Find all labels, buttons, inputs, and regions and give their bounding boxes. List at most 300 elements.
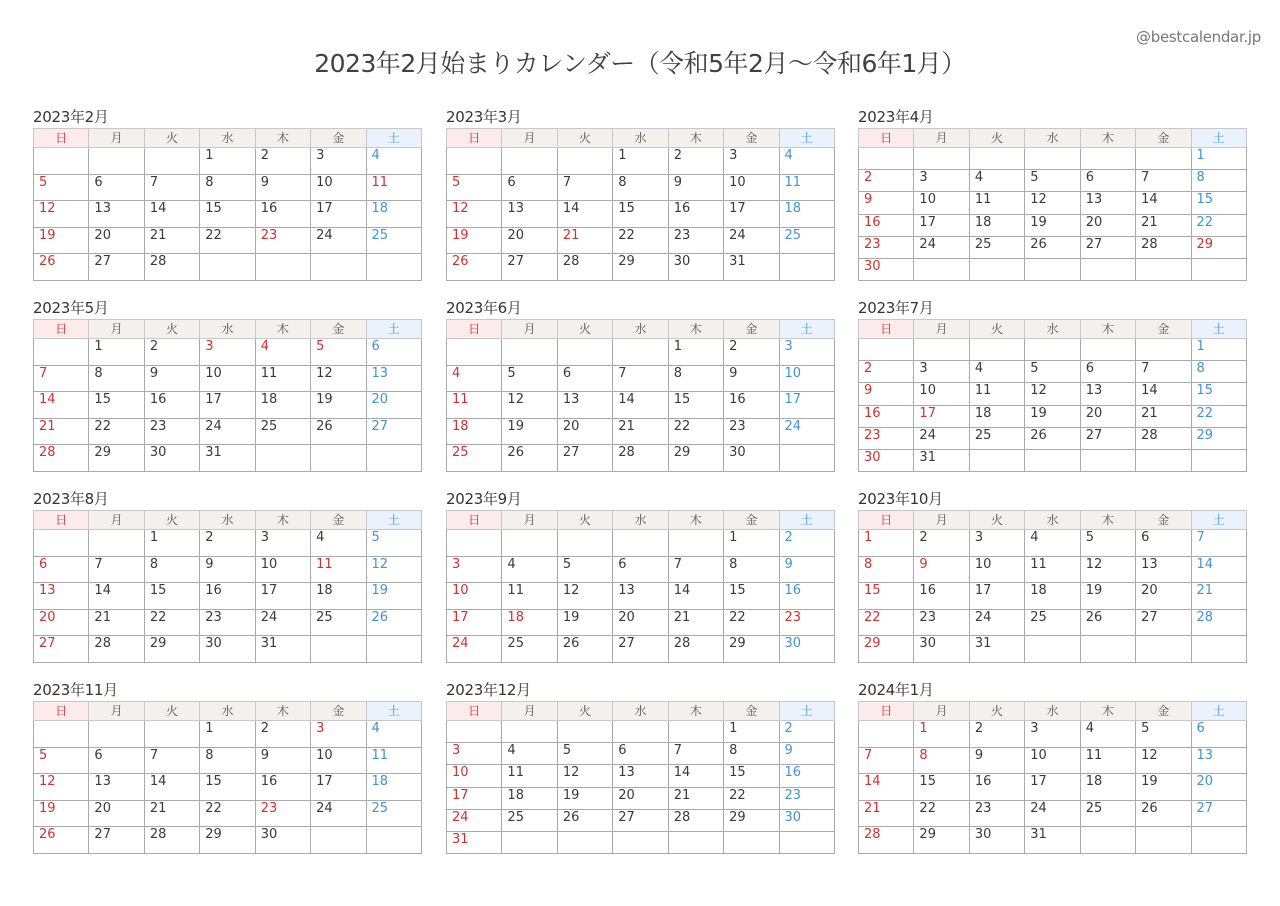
- day-cell: 7: [1191, 530, 1246, 557]
- empty-cell: [969, 148, 1024, 170]
- day-cell: 2: [144, 339, 199, 366]
- month-calendar: [33, 489, 422, 663]
- month-calendar: [446, 107, 835, 281]
- day-cell: 19: [1025, 405, 1080, 427]
- weekday-header: 水: [200, 129, 255, 148]
- day-cell: 16: [779, 765, 834, 787]
- day-cell: 24: [1025, 800, 1080, 827]
- day-cell: 1: [724, 530, 779, 557]
- week-row: [447, 174, 835, 201]
- day-cell: 18: [1025, 583, 1080, 610]
- page-title: 2023年2月始まりカレンダー（令和5年2月～令和6年1月）: [314, 49, 966, 78]
- day-cell: 13: [1080, 383, 1135, 405]
- day-cell: 17: [1025, 774, 1080, 801]
- day-cell: 1: [1191, 339, 1246, 361]
- empty-cell: [89, 148, 144, 175]
- day-cell: 12: [557, 765, 612, 787]
- day-cell: 22: [859, 609, 914, 636]
- week-row: [447, 556, 835, 583]
- day-cell: 23: [255, 227, 310, 254]
- day-cell: 28: [557, 254, 612, 281]
- day-cell: 23: [859, 236, 914, 258]
- day-cell: 3: [447, 556, 502, 583]
- day-cell: 16: [859, 405, 914, 427]
- day-cell: 7: [613, 365, 668, 392]
- day-cell: 14: [89, 583, 144, 610]
- month-table: [446, 128, 835, 281]
- day-cell: 12: [1136, 747, 1191, 774]
- weekday-header: 月: [502, 129, 557, 148]
- day-cell: 8: [200, 747, 255, 774]
- month-table: [858, 701, 1247, 854]
- week-row: [447, 227, 835, 254]
- weekday-header: 金: [311, 129, 366, 148]
- weekday-header: 月: [502, 511, 557, 530]
- day-cell: 14: [34, 392, 89, 419]
- week-row: [34, 201, 422, 228]
- weekday-header: 木: [1080, 511, 1135, 530]
- weekday-header: 日: [447, 511, 502, 530]
- day-cell: 5: [1080, 530, 1135, 557]
- day-cell: 26: [1080, 609, 1135, 636]
- day-cell: 27: [502, 254, 557, 281]
- week-row: [34, 339, 422, 366]
- empty-cell: [144, 721, 199, 748]
- weekday-header: 日: [34, 129, 89, 148]
- week-row: [34, 392, 422, 419]
- day-cell: 19: [366, 583, 421, 610]
- day-cell: 28: [859, 827, 914, 854]
- month-table: [33, 128, 422, 281]
- day-cell: 27: [34, 636, 89, 663]
- weekday-header: 金: [724, 702, 779, 721]
- empty-cell: [1191, 636, 1246, 663]
- day-cell: 9: [724, 365, 779, 392]
- empty-cell: [859, 148, 914, 170]
- weekday-header-row: [34, 320, 422, 339]
- day-cell: 26: [1025, 427, 1080, 449]
- empty-cell: [1191, 449, 1246, 471]
- empty-cell: [34, 339, 89, 366]
- day-cell: 30: [779, 636, 834, 663]
- day-cell: 16: [914, 583, 969, 610]
- weekday-header: 日: [859, 702, 914, 721]
- month-calendar: [858, 489, 1247, 663]
- day-cell: 26: [447, 254, 502, 281]
- day-cell: 9: [779, 556, 834, 583]
- empty-cell: [200, 254, 255, 281]
- weekday-header: 火: [969, 511, 1024, 530]
- day-cell: 18: [502, 609, 557, 636]
- day-cell: 27: [89, 827, 144, 854]
- empty-cell: [557, 148, 612, 175]
- week-row: [859, 583, 1247, 610]
- day-cell: 6: [613, 743, 668, 765]
- day-cell: 2: [668, 148, 723, 175]
- day-cell: 12: [557, 583, 612, 610]
- day-cell: 16: [724, 392, 779, 419]
- day-cell: 25: [1080, 800, 1135, 827]
- day-cell: 12: [311, 365, 366, 392]
- day-cell: 10: [724, 174, 779, 201]
- day-cell: 11: [366, 747, 421, 774]
- day-cell: 2: [255, 721, 310, 748]
- day-cell: 8: [914, 747, 969, 774]
- day-cell: 24: [724, 227, 779, 254]
- day-cell: 24: [447, 636, 502, 663]
- weekday-header: 日: [34, 320, 89, 339]
- week-row: [447, 418, 835, 445]
- day-cell: 17: [255, 583, 310, 610]
- empty-cell: [914, 258, 969, 280]
- day-cell: 22: [200, 227, 255, 254]
- day-cell: 25: [502, 636, 557, 663]
- day-cell: 29: [724, 636, 779, 663]
- weekday-header-row: [34, 129, 422, 148]
- day-cell: 11: [502, 765, 557, 787]
- weekday-header: 水: [613, 511, 668, 530]
- weekday-header-row: [34, 511, 422, 530]
- day-cell: 12: [34, 201, 89, 228]
- day-cell: 27: [1080, 236, 1135, 258]
- weekday-header: 金: [1136, 320, 1191, 339]
- month-table: [858, 319, 1247, 472]
- week-row: [859, 800, 1247, 827]
- weekday-header: 日: [447, 129, 502, 148]
- empty-cell: [502, 831, 557, 853]
- day-cell: 10: [200, 365, 255, 392]
- day-cell: 4: [1025, 530, 1080, 557]
- day-cell: 6: [613, 556, 668, 583]
- day-cell: 14: [859, 774, 914, 801]
- week-row: [447, 743, 835, 765]
- empty-cell: [668, 721, 723, 743]
- day-cell: 20: [1191, 774, 1246, 801]
- empty-cell: [1025, 636, 1080, 663]
- day-cell: 22: [613, 227, 668, 254]
- day-cell: 11: [1025, 556, 1080, 583]
- day-cell: 24: [311, 800, 366, 827]
- day-cell: 28: [668, 809, 723, 831]
- week-row: [859, 383, 1247, 405]
- day-cell: 1: [1191, 148, 1246, 170]
- day-cell: 14: [613, 392, 668, 419]
- weekday-header: 土: [366, 511, 421, 530]
- empty-cell: [969, 449, 1024, 471]
- day-cell: 2: [969, 721, 1024, 748]
- day-cell: 20: [89, 800, 144, 827]
- week-row: [34, 556, 422, 583]
- day-cell: 4: [366, 148, 421, 175]
- empty-cell: [1136, 258, 1191, 280]
- empty-cell: [779, 445, 834, 472]
- day-cell: 26: [366, 609, 421, 636]
- weekday-header: 月: [502, 702, 557, 721]
- day-cell: 12: [1025, 192, 1080, 214]
- empty-cell: [366, 445, 421, 472]
- day-cell: 3: [447, 743, 502, 765]
- week-row: [859, 361, 1247, 383]
- week-row: [34, 445, 422, 472]
- day-cell: 8: [859, 556, 914, 583]
- week-row: [859, 530, 1247, 557]
- day-cell: 15: [144, 583, 199, 610]
- day-cell: 25: [969, 236, 1024, 258]
- month-table: [858, 510, 1247, 663]
- day-cell: 7: [668, 556, 723, 583]
- day-cell: 26: [557, 809, 612, 831]
- day-cell: 9: [200, 556, 255, 583]
- day-cell: 11: [969, 383, 1024, 405]
- day-cell: 7: [34, 365, 89, 392]
- day-cell: 29: [859, 636, 914, 663]
- day-cell: 25: [366, 800, 421, 827]
- weekday-header: 水: [1025, 129, 1080, 148]
- day-cell: 5: [502, 365, 557, 392]
- week-row: [447, 201, 835, 228]
- empty-cell: [502, 721, 557, 743]
- day-cell: 19: [557, 609, 612, 636]
- week-row: [447, 583, 835, 610]
- weekday-header-row: [447, 702, 835, 721]
- month-calendar: [858, 680, 1247, 854]
- week-row: [859, 192, 1247, 214]
- day-cell: 7: [1136, 361, 1191, 383]
- day-cell: 24: [255, 609, 310, 636]
- month-title: 2023年10月: [858, 490, 943, 508]
- weekday-header: 火: [969, 129, 1024, 148]
- day-cell: 3: [724, 148, 779, 175]
- weekday-header: 月: [914, 129, 969, 148]
- day-cell: 5: [1025, 170, 1080, 192]
- day-cell: 12: [1025, 383, 1080, 405]
- day-cell: 24: [311, 227, 366, 254]
- day-cell: 10: [255, 556, 310, 583]
- week-row: [34, 227, 422, 254]
- weekday-header: 金: [724, 129, 779, 148]
- day-cell: 7: [668, 743, 723, 765]
- day-cell: 5: [447, 174, 502, 201]
- weekday-header-row: [447, 129, 835, 148]
- day-cell: 4: [311, 530, 366, 557]
- month-calendar: [446, 489, 835, 663]
- weekday-header: 土: [1191, 129, 1246, 148]
- weekday-header: 水: [200, 320, 255, 339]
- weekday-header: 木: [255, 129, 310, 148]
- empty-cell: [557, 721, 612, 743]
- day-cell: 10: [969, 556, 1024, 583]
- week-row: [34, 365, 422, 392]
- day-cell: 12: [502, 392, 557, 419]
- week-row: [859, 636, 1247, 663]
- day-cell: 4: [447, 365, 502, 392]
- day-cell: 6: [89, 174, 144, 201]
- weekday-header: 金: [724, 511, 779, 530]
- week-row: [447, 339, 835, 366]
- day-cell: 5: [311, 339, 366, 366]
- day-cell: 17: [724, 201, 779, 228]
- month-calendar: [858, 107, 1247, 281]
- day-cell: 20: [1080, 405, 1135, 427]
- day-cell: 28: [34, 445, 89, 472]
- day-cell: 21: [613, 418, 668, 445]
- day-cell: 1: [613, 148, 668, 175]
- day-cell: 28: [668, 636, 723, 663]
- weekday-header: 金: [311, 511, 366, 530]
- weekday-header: 金: [1136, 702, 1191, 721]
- weekday-header: 月: [914, 320, 969, 339]
- weekday-header: 金: [1136, 511, 1191, 530]
- day-cell: 12: [1080, 556, 1135, 583]
- day-cell: 27: [557, 445, 612, 472]
- week-row: [34, 583, 422, 610]
- day-cell: 17: [200, 392, 255, 419]
- weekday-header: 日: [447, 320, 502, 339]
- day-cell: 18: [366, 774, 421, 801]
- weekday-header: 土: [779, 511, 834, 530]
- day-cell: 14: [144, 774, 199, 801]
- empty-cell: [1191, 258, 1246, 280]
- day-cell: 11: [366, 174, 421, 201]
- week-row: [34, 530, 422, 557]
- day-cell: 9: [255, 747, 310, 774]
- day-cell: 2: [859, 361, 914, 383]
- day-cell: 14: [668, 765, 723, 787]
- day-cell: 1: [668, 339, 723, 366]
- day-cell: 9: [969, 747, 1024, 774]
- week-row: [447, 721, 835, 743]
- day-cell: 7: [144, 747, 199, 774]
- day-cell: 3: [255, 530, 310, 557]
- day-cell: 15: [724, 583, 779, 610]
- day-cell: 19: [1080, 583, 1135, 610]
- empty-cell: [1136, 449, 1191, 471]
- weekday-header: 火: [557, 320, 612, 339]
- day-cell: 14: [557, 201, 612, 228]
- day-cell: 29: [613, 254, 668, 281]
- day-cell: 4: [969, 361, 1024, 383]
- day-cell: 18: [311, 583, 366, 610]
- day-cell: 23: [255, 800, 310, 827]
- day-cell: 14: [1191, 556, 1246, 583]
- week-row: [859, 774, 1247, 801]
- empty-cell: [779, 254, 834, 281]
- weekday-header: 水: [613, 320, 668, 339]
- day-cell: 9: [144, 365, 199, 392]
- day-cell: 27: [613, 809, 668, 831]
- day-cell: 29: [668, 445, 723, 472]
- day-cell: 25: [311, 609, 366, 636]
- week-row: [34, 609, 422, 636]
- day-cell: 6: [557, 365, 612, 392]
- month-title: 2023年8月: [33, 490, 109, 508]
- weekday-header: 火: [144, 702, 199, 721]
- day-cell: 10: [1025, 747, 1080, 774]
- day-cell: 7: [89, 556, 144, 583]
- day-cell: 31: [255, 636, 310, 663]
- day-cell: 13: [1080, 192, 1135, 214]
- day-cell: 20: [34, 609, 89, 636]
- day-cell: 6: [1080, 170, 1135, 192]
- week-row: [859, 609, 1247, 636]
- weekday-header-row: [859, 320, 1247, 339]
- empty-cell: [34, 721, 89, 748]
- weekday-header: 水: [613, 129, 668, 148]
- day-cell: 24: [914, 236, 969, 258]
- week-row: [859, 214, 1247, 236]
- day-cell: 31: [724, 254, 779, 281]
- weekday-header: 土: [1191, 702, 1246, 721]
- day-cell: 25: [779, 227, 834, 254]
- month-calendar: [33, 107, 422, 281]
- day-cell: 17: [447, 609, 502, 636]
- weekday-header: 日: [34, 702, 89, 721]
- day-cell: 23: [859, 427, 914, 449]
- day-cell: 20: [557, 418, 612, 445]
- day-cell: 21: [1136, 405, 1191, 427]
- day-cell: 18: [969, 214, 1024, 236]
- weekday-header: 金: [1136, 129, 1191, 148]
- day-cell: 21: [144, 227, 199, 254]
- month-title: 2023年9月: [446, 490, 522, 508]
- empty-cell: [1025, 148, 1080, 170]
- day-cell: 19: [34, 227, 89, 254]
- empty-cell: [1025, 339, 1080, 361]
- day-cell: 10: [447, 583, 502, 610]
- day-cell: 19: [34, 800, 89, 827]
- day-cell: 2: [779, 530, 834, 557]
- day-cell: 30: [779, 809, 834, 831]
- empty-cell: [779, 831, 834, 853]
- day-cell: 11: [1080, 747, 1135, 774]
- day-cell: 16: [200, 583, 255, 610]
- day-cell: 9: [255, 174, 310, 201]
- empty-cell: [557, 530, 612, 557]
- empty-cell: [668, 530, 723, 557]
- day-cell: 13: [1191, 747, 1246, 774]
- day-cell: 27: [89, 254, 144, 281]
- empty-cell: [311, 636, 366, 663]
- month-title: 2024年1月: [858, 681, 934, 699]
- day-cell: 5: [1025, 361, 1080, 383]
- day-cell: 19: [1136, 774, 1191, 801]
- empty-cell: [1136, 827, 1191, 854]
- day-cell: 12: [447, 201, 502, 228]
- day-cell: 13: [613, 583, 668, 610]
- week-row: [859, 405, 1247, 427]
- day-cell: 5: [557, 743, 612, 765]
- day-cell: 8: [200, 174, 255, 201]
- month-table: [446, 319, 835, 472]
- weekday-header: 火: [144, 320, 199, 339]
- day-cell: 14: [668, 583, 723, 610]
- day-cell: 3: [200, 339, 255, 366]
- day-cell: 30: [969, 827, 1024, 854]
- day-cell: 3: [311, 721, 366, 748]
- day-cell: 10: [447, 765, 502, 787]
- day-cell: 3: [779, 339, 834, 366]
- day-cell: 3: [914, 361, 969, 383]
- day-cell: 15: [613, 201, 668, 228]
- empty-cell: [255, 254, 310, 281]
- day-cell: 25: [447, 445, 502, 472]
- weekday-header: 水: [200, 702, 255, 721]
- day-cell: 10: [311, 747, 366, 774]
- empty-cell: [502, 148, 557, 175]
- empty-cell: [366, 827, 421, 854]
- day-cell: 1: [724, 721, 779, 743]
- day-cell: 16: [969, 774, 1024, 801]
